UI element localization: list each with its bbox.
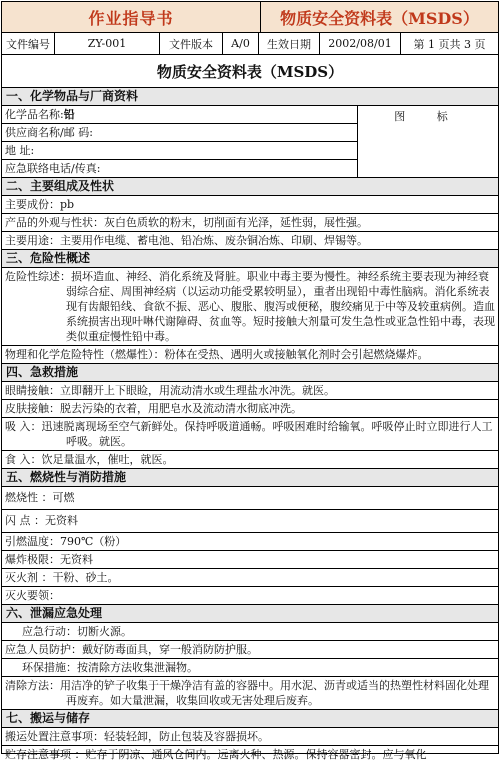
header-right-title: 物质安全资料表（MSDS）	[261, 2, 498, 32]
chemical-name-row	[2, 106, 357, 124]
chemical-name: 铅	[63, 108, 75, 121]
section-4-title: 四、急救措施	[2, 364, 498, 382]
address-row: 地 址:	[2, 142, 357, 160]
main-component: 主要成份：pb	[2, 196, 498, 214]
doc-no: ZY-001	[55, 33, 160, 54]
extinguishing-agent: 灭火剂 ：干粉、砂土。	[2, 569, 498, 587]
main-use: 主要用途：主要用作电缆、蓄电池、铅冶炼、废杂铜冶炼、印刷、焊锡等。	[2, 232, 498, 250]
page-indicator: 第 1 页共 3 页	[413, 37, 486, 51]
cleanup-method: 清除方法：用洁净的铲子收集于干燥净洁有盖的容器中。用水泥、沥青或适当的热塑性材料固化处理再废弃。如大量泄漏，收集回收或无害处理后废弃。	[2, 677, 498, 710]
skin-contact: 皮肤接触：脱去污染的衣着，用肥皂水及流动清水彻底冲洗。	[2, 400, 498, 418]
storage-notes: 贮存注意事项 ：贮存于阴凉、通风仓间内。远离火种、热源。保持容器密封。应与氧化	[5, 748, 427, 761]
appearance: 产品的外观与性状：灰白色质软的粉末，切削面有光泽，延性弱，展性强。	[2, 214, 498, 232]
section-5-title: 五、燃烧性与消防措施	[2, 469, 498, 487]
handling-notes: 搬运处置注意事项：轻装轻卸，防止包装及容器损坏。	[2, 728, 498, 746]
effective-date: 2002/08/01	[320, 33, 401, 54]
ingestion: 食 入：饮足量温水，催吐，就医。	[2, 451, 498, 469]
header-bar	[2, 2, 498, 33]
flash-point: 闪 点 ：无资料	[2, 510, 498, 533]
emergency-action: 应急行动：切断火源。	[2, 623, 498, 641]
section-7-title: 七、搬运与储存	[2, 710, 498, 728]
firefighting-notes: 灭火要领：	[2, 587, 498, 605]
physical-chemical-hazard: 物理和化学危险特性（燃爆性）：粉体在受热、遇明火或接触氧化剂时会引起燃烧爆炸。	[2, 346, 498, 364]
hazard-icon-cell: 图 标	[394, 110, 462, 123]
msds-sheet	[1, 1, 499, 761]
section-2-title: 二、主要组成及性状	[2, 178, 498, 196]
version-label: 文件版本	[160, 33, 223, 54]
inhalation: 吸 入：迅速脱离现场至空气新鲜处。保持呼吸道通畅。呼吸困难时给输氧。呼吸停止时立即进行人工呼吸。就医。	[2, 418, 498, 451]
doc-no-label: 文件编号	[2, 33, 55, 54]
section-3-title: 三、危险性概述	[2, 250, 498, 268]
chemical-name-label: 化学品名称:	[5, 108, 64, 121]
doc-title: 物质安全资料表（MSDS）	[2, 55, 498, 88]
hazard-summary: 危险性综述：损坏造血、神经、消化系统及肾脏。职业中毒主要为慢性。神经系统主要表现为神经衰弱综合症、周围神经病（以运动功能受累较明显），重者出现铅中毒性脑病。消化系统表现有齿龈铅线、食欲不振、恶心、腹胀、腹泻或便秘，腹绞痛见于中等及较重病例。造血系统损害出现叶啉代谢障碍、贫血等。短时接触大剂量可发生急性或亚急性铅中毒，表现类似重症慢性铅中毒。	[2, 268, 498, 346]
environmental-measures: 环保措施：按清除方法收集泄漏物。	[2, 659, 498, 677]
version: A/0	[223, 33, 259, 54]
explosive-limit: 爆炸极限：无资料	[2, 551, 498, 569]
header-left-title: 作业指导书	[2, 2, 261, 32]
section-1-grid	[2, 106, 498, 178]
section-6-title: 六、泄漏应急处理	[2, 605, 498, 623]
date-label: 生效日期	[259, 33, 320, 54]
eye-contact: 眼睛接触：立即翻开上下眼睑，用流动清水或生理盐水冲洗。就医。	[2, 382, 498, 400]
flammability: 燃烧性 ：可燃	[2, 487, 498, 510]
personal-protection: 应急人员防护：戴好防毒面具，穿一般消防防护服。	[2, 641, 498, 659]
ignition-temperature: 引燃温度：790℃（粉）	[2, 533, 498, 551]
supplier-row: 供应商名称/邮 码:	[2, 124, 357, 142]
meta-row	[2, 33, 498, 55]
emergency-contact-row: 应急联络电话/传真:	[5, 162, 101, 175]
section-1-title: 一、化学物品与厂商资料	[2, 88, 498, 106]
